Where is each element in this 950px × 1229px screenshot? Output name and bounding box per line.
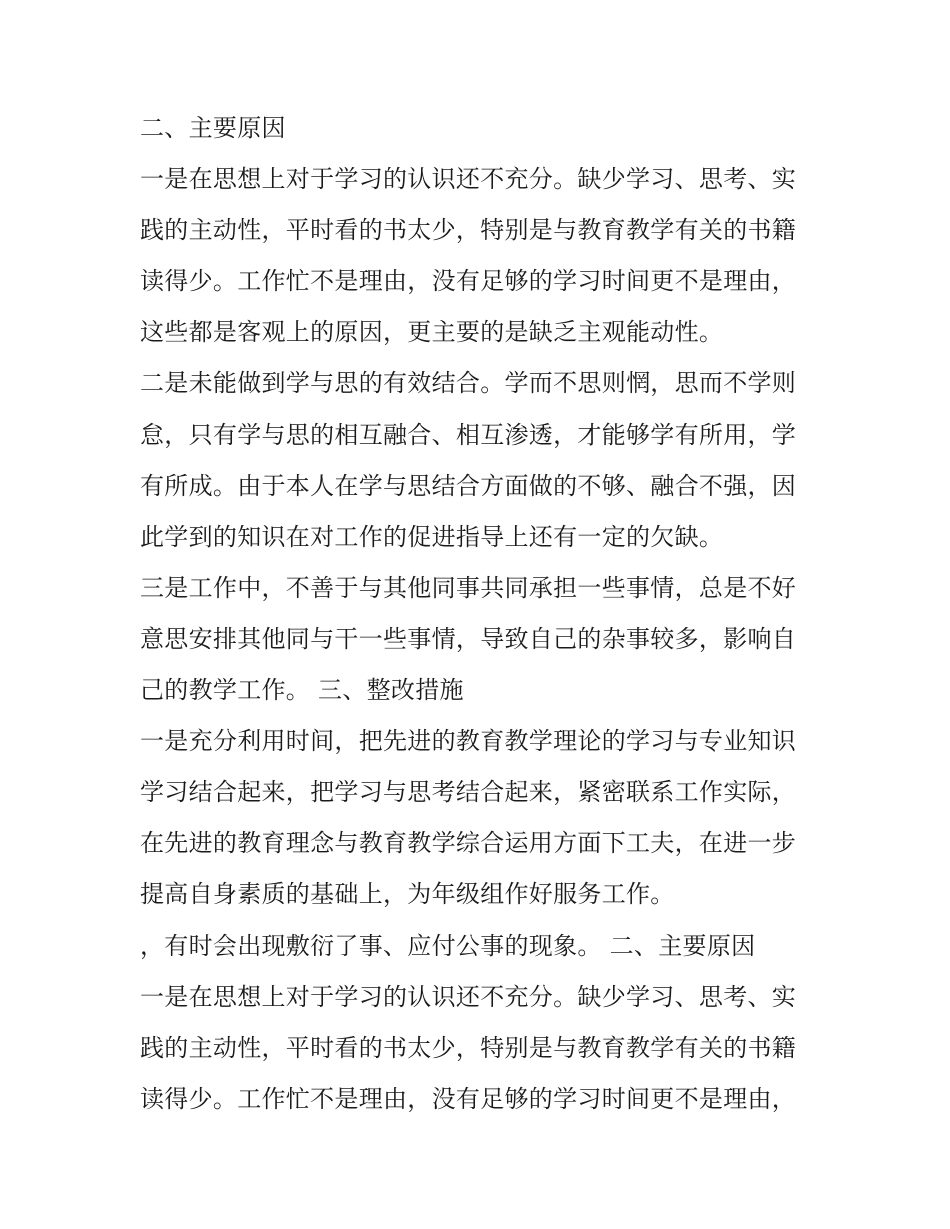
text-line: 己的教学工作。 三、整改措施 <box>140 676 464 705</box>
text-line: 在先进的教育理念与教育教学综合运用方面下工夫，在进一步 <box>140 829 797 858</box>
text-line: 二是未能做到学与思的有效结合。学而不思则惘，思而不学则 <box>140 369 797 398</box>
text-line: 践的主动性，平时看的书太少，特别是与教育教学有关的书籍 <box>140 1033 797 1062</box>
text-line: 践的主动性，平时看的书太少，特别是与教育教学有关的书籍 <box>140 216 797 245</box>
text-line: 读得少。工作忙不是理由，没有足够的学习时间更不是理由， <box>140 1084 797 1113</box>
text-line: 三是工作中，不善于与其他同事共同承担一些事情，总是不好 <box>140 573 797 602</box>
text-line: 一是充分利用时间，把先进的教育教学理论的学习与专业知识 <box>140 727 797 756</box>
text-line: 有所成。由于本人在学与思结合方面做的不够、融合不强，因 <box>140 471 797 500</box>
text-line: 意思安排其他同与干一些事情，导致自己的杂事较多，影响自 <box>140 624 797 653</box>
text-line: 这些都是客观上的原因，更主要的是缺乏主观能动性。 <box>140 318 724 347</box>
text-line: 二、主要原因 <box>140 114 286 142</box>
text-line: 一是在思想上对于学习的认识还不充分。缺少学习、思考、实 <box>140 982 797 1011</box>
text-line: 提高自身素质的基础上，为年级组作好服务工作。 <box>140 880 675 909</box>
text-line: 此学到的知识在对工作的促进指导上还有一定的欠缺。 <box>140 522 724 551</box>
text-line: 学习结合起来，把学习与思考结合起来，紧密联系工作实际， <box>140 778 797 807</box>
text-line: ，有时会出现敷衍了事、应付公事的现象。 二、主要原因 <box>140 931 756 960</box>
text-line: 读得少。工作忙不是理由，没有足够的学习时间更不是理由， <box>140 267 797 296</box>
document-body <box>140 103 830 1125</box>
text-line: 怠，只有学与思的相互融合、相互渗透，才能够学有所用，学 <box>140 420 797 449</box>
text-line: 一是在思想上对于学习的认识还不充分。缺少学习、思考、实 <box>140 165 797 194</box>
